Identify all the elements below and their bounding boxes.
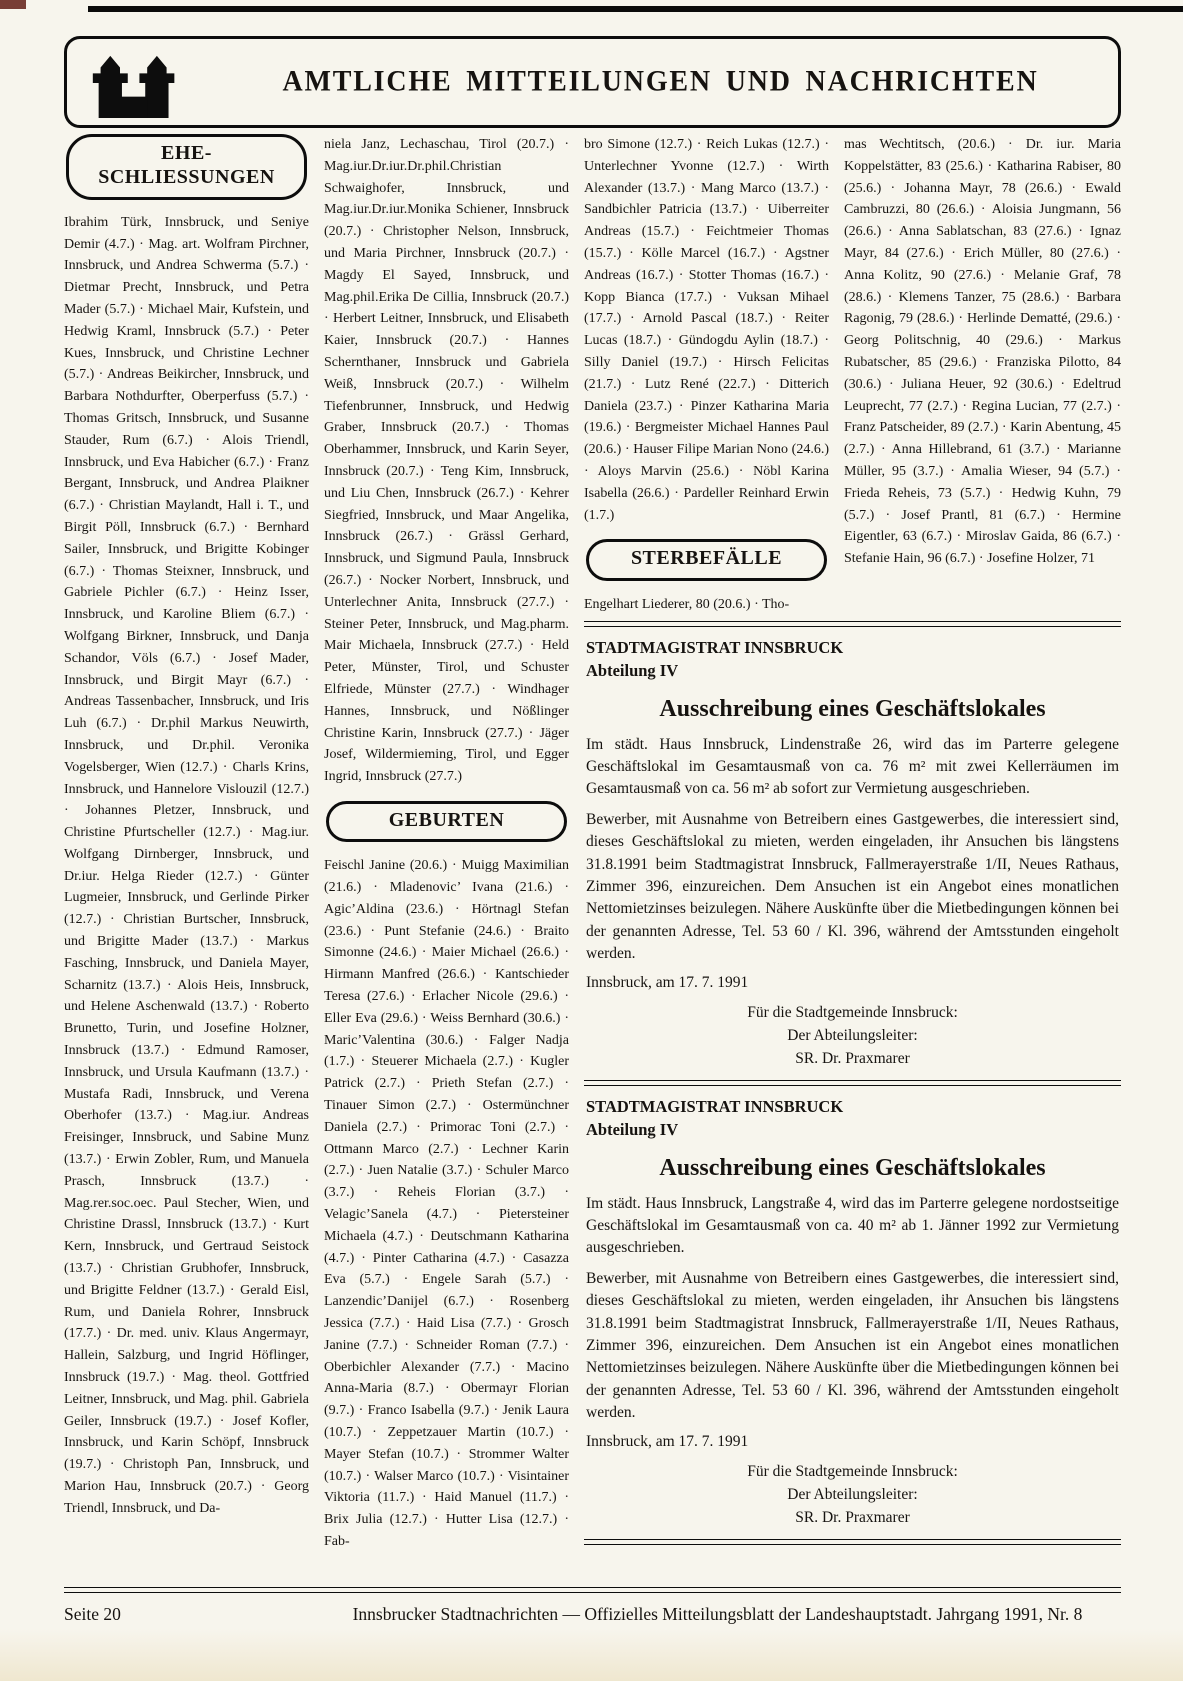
column-eheschliessungen [64,134,309,1569]
right-top-columns [584,134,1121,616]
notice-title: Ausschreibung eines Geschäftslokales [659,1154,1046,1181]
footer-page-number: Seite 20 [64,1604,121,1624]
innsbruck-towers-logo [89,52,217,118]
page-footer [64,1587,1121,1625]
notice-paragraph: Bewerber, mit Ausnahme von Betreibern eines Gastgewerbes, die interessiert sind, dieses Geschäftslokal zu mieten, werden eingeladen, ihr Ansuchen bis längstens 31.8.1991 beim Stadtmagistrat Innsbruck, Fallmerayerstraße 1/II, Neues Rathaus, Zimmer 396, einzureichen. Dem Ansuchen ist ein Angebot eines monatlichen Nettomietzinses beizulegen. Nähere Auskünfte über die Mietbedingungen können bei der genannten Adresse, Tel. 53 60 / Kl. 396, während der Amtsstunden eingeholt werden. [586,810,1119,963]
notice-geschaeftslokal-lindenstrasse [584,632,1121,1075]
births-list-part2: bro Simone (12.7.) · Reich Lukas (12.7.) · Unterlechner Yvonne (12.7.) · Wirth Alexander (13.7.) · Mang Marco (13.7.) · Sandbichler Patricia (13.7.) · Uiberreiter Andreas (15.7.) · Feichtmeier Thomas (15.7.) · Kölle Marcel (16.7.) · Agstner Andreas (16.7.) · Stotter Thomas (16.7.) · Kopp Bianca (17.7.) · Vuksan Mihael (17.7.) · Arnold Pascal (18.7.) · Reiter Lucas (18.7.) · Gündogdu Aylin (18.7.) · Silly Daniel (19.7.) · Hirsch Felicitas (21.7.) · Lutz René (22.7.) · Ditterich Daniela (23.7.) · Pinzer Katharina Maria (19.6.) · Bergmeister Michael Hannes Paul (20.6.) · Hauser Filipe Marian Nono (24.6.) · Aloys Marvin (25.6.) · Nöbl Karina Isabella (26.6.) · Pardeller Reinhard Erwin (1.7.) [584,137,829,523]
notice-dept: Abteilung IV [586,1119,679,1139]
notice-paragraph: Im städt. Haus Innsbruck, Langstraße 4, wird das im Parterre gelegene nordostseitige Geschäftslokal im Gesamtausmaß von ca. 40 m² ab 1. Jänner 1992 zur Vermietung ausgeschrieben. [586,1194,1119,1257]
heading-line-2: SCHLIESSUNGEN [98,166,275,189]
column-marriages-births [324,134,569,1569]
notice-paragraph: Bewerber, mit Ausnahme von Betreibern eines Gastgewerbes, die interessiert sind, dieses Geschäftslokal zu mieten, werden eingeladen, ihr Ansuchen bis längstens 31.8.1991 beim Stadtmagistrat Innsbruck, Fallmerayerstraße 1/II, Neues Rathaus, Zimmer 396, einzureichen. Dem Ansuchen ist ein Angebot eines monatlichen Nettomietzinses beizulegen. Nähere Auskünfte über die Mietbedingungen können bei der genannten Adresse, Tel. 53 60 / Kl. 396, während der Amtsstunden eingeholt werden. [586,1269,1119,1422]
scan-edge-artifact [88,6,1183,12]
notice-geschaeftslokal-langstrasse [584,1091,1121,1534]
page-body [64,134,1121,1569]
marriages-list-part2: niela Janz, Lechaschau, Tirol (20.7.) · Mag.iur.Dr.iur.Dr.phil.Christian Schwaighofer, Innsbruck, und Mag.iur.Dr.iur.Monika Schiener, Innsbruck (20.7.) · Christopher Nelson, Innsbruck, und Maria Pirchner, Innsbruck (20.7.) · Magdy El Sayed, Innsbruck, und Mag.phil.Erika De Cillia, Innsbruck (20.7.) · Herbert Leitner, Innsbruck, und Elisabeth Kaier, Innsbruck (20.7.) · Hannes Schernthaner, Innsbruck und Gabriela Weiß, Innsbruck (20.7.) · Wilhelm Tiefenbrunner, Innsbruck, und Hedwig Graber, Innsbruck (20.7.) · Thomas Oberhammer, Innsbruck, und Karin Seyer, Innsbruck (20.7.) · Teng Kim, Innsbruck, und Liu Chen, Innsbruck (26.7.) · Kehrer Siegfried, Innsbruck, und Maar Angelika, Innsbruck (26.7.) · Grässl Gerhard, Innsbruck, und Sigmund Paula, Innsbruck (26.7.) · Nocker Norbert, Innsbruck, und Unterlechner Anita, Innsbruck (27.7.) · Steiner Peter, Innsbruck, und Mag.pharm. Mair Michaela, Innsbruck (27.7.) · Held Peter, Münster, Tirol, und Schuster Elfriede, Münster (27.7.) · Windhager Hannes, Innsbruck, und Nößlinger Christine Karin, Innsbruck (27.7.) · Jäger Josef, Wildermieming, Tirol, und Egger Ingrid, Innsbruck (27.7.) [324,137,569,785]
masthead-title: AMTLICHE MITTEILUNGEN UND NACHRICHTEN [282,65,1039,98]
section-heading-sterbefaelle: STERBEFÄLLE [586,539,827,580]
notice-org: STADTMAGISTRAT INNSBRUCK [586,637,844,657]
scan-bottom-tint [0,1629,1183,1681]
section-heading-eheschliessungen [66,134,307,200]
column-births-deaths [584,134,829,616]
footer-publication-line: Innsbrucker Stadtnachrichten — Offizielles Mitteilungsblatt der Landeshauptstadt. Jahrgang 1991, Nr. 8 [352,1604,1083,1624]
marriages-list-part1: Ibrahim Türk, Innsbruck, und Seniye Demir (4.7.) · Mag. art. Wolfram Pirchner, Innsbruck, und Andrea Schwerma (5.7.) · Dietmar Precht, Innsbruck, und Petra Mader (5.7.) · Michael Mair, Kufstein, und Hedwig Kraml, Innsbruck (5.7.) · Peter Kues, Innsbruck, und Christine Lechner (5.7.) · Andreas Beikircher, Innsbruck, und Barbara Nothdurfter, Oberperfuss (5.7.) · Thomas Gritsch, Innsbruck, und Susanne Stauder, Rum (6.7.) · Alois Triendl, Innsbruck, und Eva Habicher (6.7.) · Franz Bergant, Innsbruck, und Andrea Plaikner (6.7.) · Christian Maylandt, Hall i. T., und Birgit Pöll, Innsbruck (6.7.) · Bernhard Sailer, Innsbruck, und Brigitte Kobinger (6.7.) · Thomas Steixner, Innsbruck, und Gabriele Pichler (6.7.) · Heinz Isser, Innsbruck, und Karoline Bliem (6.7.) · Wolfgang Birkner, Innsbruck, und Danja Schandor, Völs (6.7.) · Josef Mader, Innsbruck, und Birgit Mayr (6.7.) · Andreas Tassenbacher, Innsbruck, und Iris Luh (6.7.) · Dr.phil Markus Neuwirth, Innsbruck, und Dr.phil. Veronika Vogelsberger, Wien (12.7.) · Charls Krins, Innsbruck, und Hannelore Vislouzil (12.7.) · Johannes Pletzer, Innsbruck, und Christine Pfurtscheller (12.7.) · Mag.iur. Wolfgang Dirnberger, Innsbruck, und Dr.iur. Helga Rieder (12.7.) · Günter Lugmeier, Innsbruck, und Gerlinde Pirker (12.7.) · Christian Burtscher, Innsbruck, und Brigitte Mader (13.7.) · Markus Fasching, Innsbruck, und Daniela Mayer, Scharnitz (13.7.) · Alois Heis, Innsbruck, und Helene Aschenwald (13.7.) · Roberto Brunetto, Turin, und Josefine Holzner, Innsbruck (13.7.) · Edmund Ramoser, Innsbruck, und Ursula Kaufmann (13.7.) · Mustafa Radi, Innsbruck, und Verena Oberhofer (13.7.) · Mag.iur. Andreas Freisinger, Innsbruck, und Sabine Munz (13.7.) · Erwin Zobler, Rum, und Manuela Prasch, Innsbruck (13.7.) · Mag.rer.soc.oec. Paul Stecher, Wien, und Christine Drassl, Innsbruck (13.7.) · Kurt Kern, Innsbruck, und Gertraud Seistock (13.7.) · Christian Grubhofer, Innsbruck, und Brigitte Feldner (13.7.) · Gerald Eisl, Rum, und Daniela Rohrer, Innsbruck (17.7.) · Dr. med. univ. Klaus Angermayr, Hallein, Salzburg, und Ingrid Höflinger, Innsbruck (19.7.) · Mag. theol. Gottfried Leitner, Innsbruck, und Mag. phil. Gabriela Geiler, Innsbruck (19.7.) · Josef Kofler, Innsbruck, und Karin Schöpf, Innsbruck (19.7.) · Christoph Pan, Innsbruck, und Marion Hau, Innsbruck (20.7.) · Georg Triendl, Innsbruck, und Da- [64,214,309,1516]
divider-rule [584,621,1121,627]
deaths-list-part1: Engelhart Liederer, 80 (20.6.) · Tho- [584,596,790,612]
masthead [64,36,1121,128]
notice-dept: Abteilung IV [586,660,679,680]
notice-date: Innsbruck, am 17. 7. 1991 [586,973,749,991]
signature-line: Für die Stadtgemeinde Innsbruck: [747,1462,958,1480]
footer-rule [64,1587,1121,1593]
signature-line: SR. Dr. Praxmarer [795,1049,910,1067]
notice-org: STADTMAGISTRAT INNSBRUCK [586,1096,844,1116]
heading-line-1: EHE- [161,142,212,164]
births-list-part1: Feischl Janine (20.6.) · Muigg Maximilian (21.6.) · Mladenovic’ Ivana (21.6.) · Agic’Aldina (23.6.) · Hörtnagl Stefan (23.6.) · Punt Stefanie (24.6.) · Braito Simonne (24.6.) · Maier Michael (26.6.) · Hirmann Manfred (26.6.) · Kantschieder Teresa (27.6.) · Erlacher Nicole (29.6.) · Eller Eva (29.6.) · Weiss Bernhard (30.6.) · Maric’Valentina (30.6.) · Falger Nadja (1.7.) · Steuerer Michaela (2.7.) · Kugler Patrick (2.7.) · Prieth Stefan (2.7.) · Tinauer Simon (2.7.) · Ostermünchner Daniela (2.7.) · Primorac Toni (2.7.) · Ottmann Marco (2.7.) · Lechner Karin (2.7.) · Juen Natalie (3.7.) · Schuler Marco (3.7.) · Reheis Florian (3.7.) · Velagic’Sanela (4.7.) · Pietersteiner Michaela (4.7.) · Deutschmann Katharina (4.7.) · Pinter Catharina (4.7.) · Casazza Eva (5.7.) · Engele Sarah (5.7.) · Lanzendic’Danijel (6.7.) · Rosenberg Jessica (7.7.) · Haid Lisa (7.7.) · Grosch Janine (7.7.) · Schneider Roman (7.7.) · Oberbichler Alexander (7.7.) · Macino Anna-Maria (8.7.) · Obermayr Florian (9.7.) · Franco Isabella (9.7.) · Jenik Laura (10.7.) · Zeppetzauer Martin (10.7.) · Mayer Stefan (10.7.) · Strommer Walter (10.7.) · Walser Marco (10.7.) · Visintainer Viktoria (11.7.) · Haid Manuel (11.7.) · Brix Julia (12.7.) · Hutter Lisa (12.7.) · Fab- [324,858,569,1549]
scan-corner-mark [0,0,26,9]
section-heading-geburten: GEBURTEN [326,801,567,842]
divider-rule [584,1080,1121,1086]
signature-line: Für die Stadtgemeinde Innsbruck: [747,1003,958,1021]
right-half [584,134,1121,1569]
divider-rule [584,1539,1121,1545]
column-deaths [844,134,1121,616]
signature-line: Der Abteilungsleiter: [787,1485,918,1503]
signature-line: SR. Dr. Praxmarer [795,1508,910,1526]
notice-date: Innsbruck, am 17. 7. 1991 [586,1432,749,1450]
notice-title: Ausschreibung eines Geschäftslokales [659,695,1046,722]
deaths-list-part2: mas Wechtitsch, (20.6.) · Dr. iur. Maria Koppelstätter, 83 (25.6.) · Katharina Rabiser, 80 (25.6.) · Johanna Mayr, 78 (26.6.) · Ewald Cambruzzi, 80 (26.6.) · Aloisia Jungmann, 56 (26.6.) · Anna Sablatschan, 83 (27.6.) · Ignaz Mayr, 84 (27.6.) · Erich Müller, 80 (27.6.) · Anna Kolitz, 90 (27.6.) · Melanie Graf, 78 (28.6.) · Klemens Tanzer, 75 (28.6.) · Barbara Ragonig, 79 (28.6.) · Herlinde Dematté, (29.6.) · Georg Politschnig, 40 (29.6.) · Markus Rubatscher, 85 (29.6.) · Franziska Pilotto, 84 (30.6.) · Juliana Heuer, 92 (30.6.) · Edeltrud Leuprecht, 77 (2.7.) · Regina Lucian, 77 (2.7.) · Franz Patscheider, 89 (2.7.) · Karin Abentung, 45 (2.7.) · Anna Hillebrand, 61 (3.7.) · Marianne Müller, 95 (3.7.) · Amalia Wieser, 94 (5.7.) · Frieda Reheis, 73 (5.7.) · Hedwig Kuhn, 79 (5.7.) · Josef Prantl, 81 (6.7.) · Hermine Eigentler, 63 (6.7.) · Miroslav Gaida, 86 (6.7.) · Stefanie Hain, 96 (6.7.) · Josefine Holzer, 71 [844,137,1121,567]
signature-line: Der Abteilungsleiter: [787,1026,918,1044]
notice-paragraph: Im städt. Haus Innsbruck, Lindenstraße 26, wird das im Parterre gelegene Geschäftslokal im Gesamtausmaß von ca. 76 m² mit zwei Kellerräumen im Gesamtausmaß von ca. 56 m² ab sofort zur Vermietung ausgeschrieben. [586,735,1119,798]
